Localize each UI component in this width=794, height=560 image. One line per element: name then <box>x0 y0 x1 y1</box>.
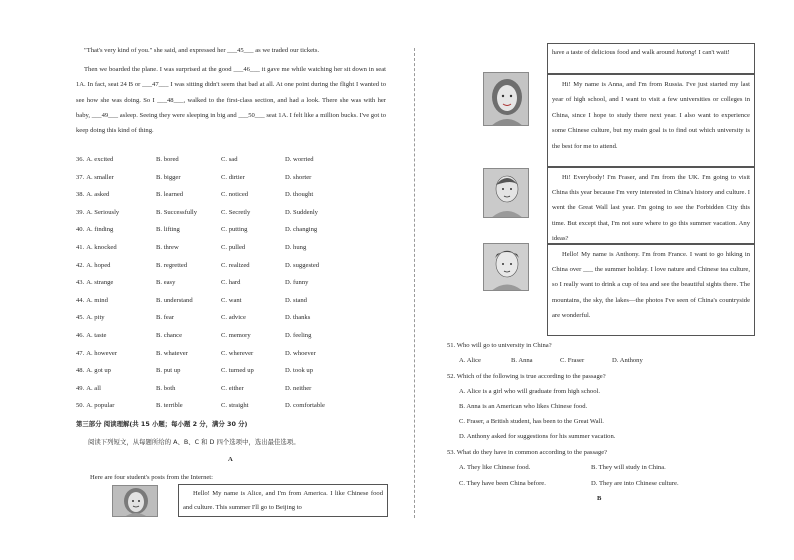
cloze-option-row <box>76 191 386 201</box>
cloze-question-number: 36. <box>76 156 85 163</box>
cloze-option-b: B. whatever <box>156 349 188 357</box>
q53-option-a: A. They like Chinese food. <box>459 464 531 471</box>
cloze-option-text: A. all <box>86 384 101 392</box>
passage-a-intro: Here are four student's posts from the Internet: <box>90 474 213 481</box>
cloze-option-b: B. easy <box>156 279 176 287</box>
q52-option-d: D. Anthony asked for suggestions for his summer vacation. <box>459 433 616 440</box>
cloze-option-d: D. thought <box>285 191 314 199</box>
cloze-option-d: D. thanks <box>285 314 311 322</box>
cloze-option-text: A. excited <box>86 156 114 163</box>
cloze-option-text: A. mind <box>86 296 108 304</box>
cloze-option-c: C. memory <box>221 332 251 339</box>
cloze-option-text: A. hoped <box>86 261 111 269</box>
cloze-option-a <box>76 332 106 340</box>
post-alice-part2-pre: have a taste of delicious food and walk around <box>552 49 677 56</box>
cloze-option-b: B. fear <box>156 314 174 322</box>
cloze-option-row <box>76 350 386 360</box>
cloze-option-c: C. turned up <box>221 367 254 375</box>
cloze-option-text: A. strange <box>86 279 114 287</box>
cloze-option-c: C. dirtier <box>221 173 245 181</box>
passage-a-label: A <box>228 456 233 463</box>
q52-option-a: A. Alice is a girl who will graduate from high school. <box>459 388 601 395</box>
cloze-option-c: C. want <box>221 296 242 304</box>
cloze-question-number: 43. <box>76 279 85 287</box>
cloze-option-b: B. terrible <box>156 402 183 410</box>
cloze-option-b: B. threw <box>156 244 179 251</box>
cloze-option-row <box>76 156 386 166</box>
cloze-option-a <box>76 314 105 322</box>
post-anna: Hi! My name is Anna, and I'm from Russia. I've just started my last year of high school, and I want to visit a few universities or colleges in China, since I hope to study there next year. I also want to experience some Chinese culture, but my main goal is to find out which university is the best for me to attend. <box>547 74 755 167</box>
cloze-option-c: C. pulled <box>221 244 246 251</box>
cloze-option-d: D. worried <box>285 156 314 163</box>
cloze-option-text: A. asked <box>86 191 110 199</box>
cloze-question-number: 38. <box>76 191 85 199</box>
alice-avatar <box>112 485 158 517</box>
cloze-question-number: 39. <box>76 208 85 216</box>
cloze-option-a <box>76 244 117 252</box>
boy-portrait-icon <box>484 244 529 291</box>
cloze-option-row <box>76 262 386 272</box>
section3-instruction: 阅读下列短文，从每题所给的 A、B、C 和 D 四个选项中，选出最佳选项。 <box>88 438 300 446</box>
cloze-option-d: D. funny <box>285 279 309 287</box>
boy-portrait-icon <box>484 169 529 218</box>
q53-option-c: C. They have been China before. <box>459 480 546 487</box>
cloze-option-a <box>76 385 101 393</box>
post-fraser: Hi! Everybody! I'm Fraser, and I'm from the UK. I'm going to visit China this year because I'm very interested in China's history and culture. I went the Great Wall last year. I'm going to see the Forbidden City this time. But except that, I'm not sure where to go this summer vacation. Any ideas? <box>547 167 755 244</box>
cloze-option-d: D. comfortable <box>285 402 325 410</box>
cloze-option-b: B. regretted <box>156 261 188 269</box>
q51-option-b: B. Anna <box>511 357 533 364</box>
cloze-option-c: C. realized <box>221 261 250 269</box>
cloze-option-b: B. learned <box>156 191 184 199</box>
cloze-option-b: B. bored <box>156 156 179 163</box>
cloze-option-d: D. suggested <box>285 261 320 269</box>
cloze-question-number: 50. <box>76 402 85 410</box>
cloze-option-a <box>76 226 113 234</box>
cloze-option-text: A. popular <box>86 402 115 410</box>
fraser-avatar <box>483 168 529 218</box>
cloze-option-d: D. took up <box>285 367 314 375</box>
cloze-question-number: 41. <box>76 244 85 251</box>
cloze-option-d: D. whoever <box>285 349 316 357</box>
cloze-option-b: B. bigger <box>156 173 181 181</box>
cloze-option-c: C. sad <box>221 156 238 163</box>
cloze-question-number: 49. <box>76 384 85 392</box>
q53-option-b: B. They will study in China. <box>591 464 666 471</box>
post-anthony: Hello! My name is Anthony. I'm from France. I want to go hiking in China over ___ the summer holiday. I love nature and Chinese tea culture, so I really want to drink a cup of tea and see the beautiful sights there. The mountains, the sky, the lakes—the photos I've seen of China's countryside are wonderful. <box>547 244 755 336</box>
cloze-option-a <box>76 156 113 164</box>
cloze-option-c: C. wherever <box>221 349 254 357</box>
cloze-option-c: C. putting <box>221 226 248 234</box>
q52-option-c: C. Fraser, a British student, has been to the Great Wall. <box>459 418 604 425</box>
cloze-option-a <box>76 191 109 199</box>
cloze-question-number: 46. <box>76 332 85 339</box>
cloze-option-row <box>76 402 386 412</box>
cloze-option-row <box>76 314 386 324</box>
cloze-question-number: 45. <box>76 314 85 322</box>
cloze-option-d: D. shorter <box>285 173 312 181</box>
cloze-option-b: B. lifting <box>156 226 180 234</box>
cloze-option-a <box>76 297 108 305</box>
cloze-option-d: D. Suddenly <box>285 208 318 216</box>
column-divider <box>414 48 415 518</box>
post-alice-hutong: hutong <box>676 49 695 56</box>
cloze-option-b: B. put up <box>156 367 181 375</box>
cloze-option-row <box>76 174 386 184</box>
cloze-option-d: D. feeling <box>285 332 312 339</box>
cloze-option-a <box>76 174 114 182</box>
cloze-question-number: 47. <box>76 349 85 357</box>
cloze-question-number: 42. <box>76 261 85 269</box>
cloze-question-number: 44. <box>76 296 85 304</box>
q52-option-b: B. Anna is an American who likes Chinese food. <box>459 403 588 410</box>
anna-avatar <box>483 72 529 126</box>
cloze-option-a <box>76 279 113 287</box>
cloze-option-d: D. changing <box>285 226 318 234</box>
cloze-option-text: A. smaller <box>86 173 114 181</box>
cloze-option-d: D. hung <box>285 244 307 251</box>
cloze-option-b: B. chance <box>156 332 182 339</box>
anthony-avatar <box>483 243 529 291</box>
cloze-option-text: A. taste <box>86 332 107 339</box>
cloze-option-c: C. noticed <box>221 191 249 199</box>
cloze-option-b: B. both <box>156 384 176 392</box>
post-alice-part2-post: ! I can't wait! <box>694 49 730 56</box>
cloze-option-text: A. Seriously <box>86 208 120 216</box>
cloze-option-c: C. Secretly <box>221 208 251 216</box>
cloze-option-text: A. however <box>86 349 118 357</box>
cloze-option-a <box>76 262 110 270</box>
cloze-paragraph-1: "That's very kind of you." she said, and expressed her ___45___ as we traded our tickets. <box>84 47 320 54</box>
cloze-option-b: B. Successfully <box>156 208 198 216</box>
passage-b-label: B <box>597 495 602 502</box>
cloze-option-text: A. finding <box>86 226 114 234</box>
question-52: 52. Which of the following is true according to the passage? <box>447 373 606 380</box>
cloze-option-a <box>76 402 114 410</box>
cloze-option-b: B. understand <box>156 296 193 304</box>
cloze-option-a <box>76 350 117 358</box>
cloze-option-text: A. knocked <box>86 244 117 251</box>
cloze-question-number: 37. <box>76 173 85 181</box>
girl-portrait-icon <box>484 73 529 126</box>
post-alice-part2 <box>547 43 755 74</box>
cloze-option-row <box>76 226 386 236</box>
cloze-option-a <box>76 209 119 217</box>
cloze-question-number: 40. <box>76 226 85 234</box>
cloze-question-number: 48. <box>76 367 85 375</box>
q51-option-a: A. Alice <box>459 357 481 364</box>
cloze-option-row <box>76 209 386 219</box>
cloze-option-a <box>76 367 111 375</box>
q51-option-c: C. Fraser <box>560 357 585 364</box>
cloze-option-row <box>76 367 386 377</box>
girl-portrait-icon <box>113 486 158 517</box>
q51-option-d: D. Anthony <box>612 357 643 364</box>
cloze-option-row <box>76 279 386 289</box>
cloze-option-c: C. either <box>221 384 244 392</box>
section3-heading: 第三部分 阅读理解(共 15 小题；每小题 2 分，满分 30 分) <box>76 420 248 428</box>
cloze-option-c: C. advice <box>221 314 246 322</box>
cloze-option-d: D. stand <box>285 296 307 304</box>
question-53: 53. What do they have in common according to the passage? <box>447 449 608 456</box>
cloze-paragraph-2: Then we boarded the plane. I was surprised at the good ___46___ it gave me while watching her sit down in seat 1A. In fact, seat 24 B or ___47___ I was sitting didn't seem that bad at all. At one point during the flight I wanted to see how she was doing. So I ___48___, walked to the first-class section, and had a look. There she was with her baby, ___49___ asleep. Seeing they were sleeping in big and ___50___ seat 1A. I felt like a million bucks. I've got to keep doing this kind of thing. <box>76 66 386 135</box>
cloze-option-row <box>76 332 386 342</box>
cloze-option-c: C. hard <box>221 279 241 287</box>
cloze-option-row <box>76 385 386 395</box>
cloze-option-row <box>76 297 386 307</box>
cloze-option-text: A. pity <box>86 314 105 322</box>
cloze-option-c: C. straight <box>221 402 249 410</box>
question-51: 51. Who will go to university in China? <box>447 342 552 349</box>
cloze-option-row <box>76 244 386 254</box>
cloze-option-d: D. neither <box>285 384 312 392</box>
post-alice-part1: Hello! My name is Alice, and I'm from America. I like Chinese food and culture. This summer I'll go to Beijing to <box>178 484 388 517</box>
q53-option-d: D. They are into Chinese culture. <box>591 480 679 487</box>
cloze-option-text: A. got up <box>86 367 111 375</box>
